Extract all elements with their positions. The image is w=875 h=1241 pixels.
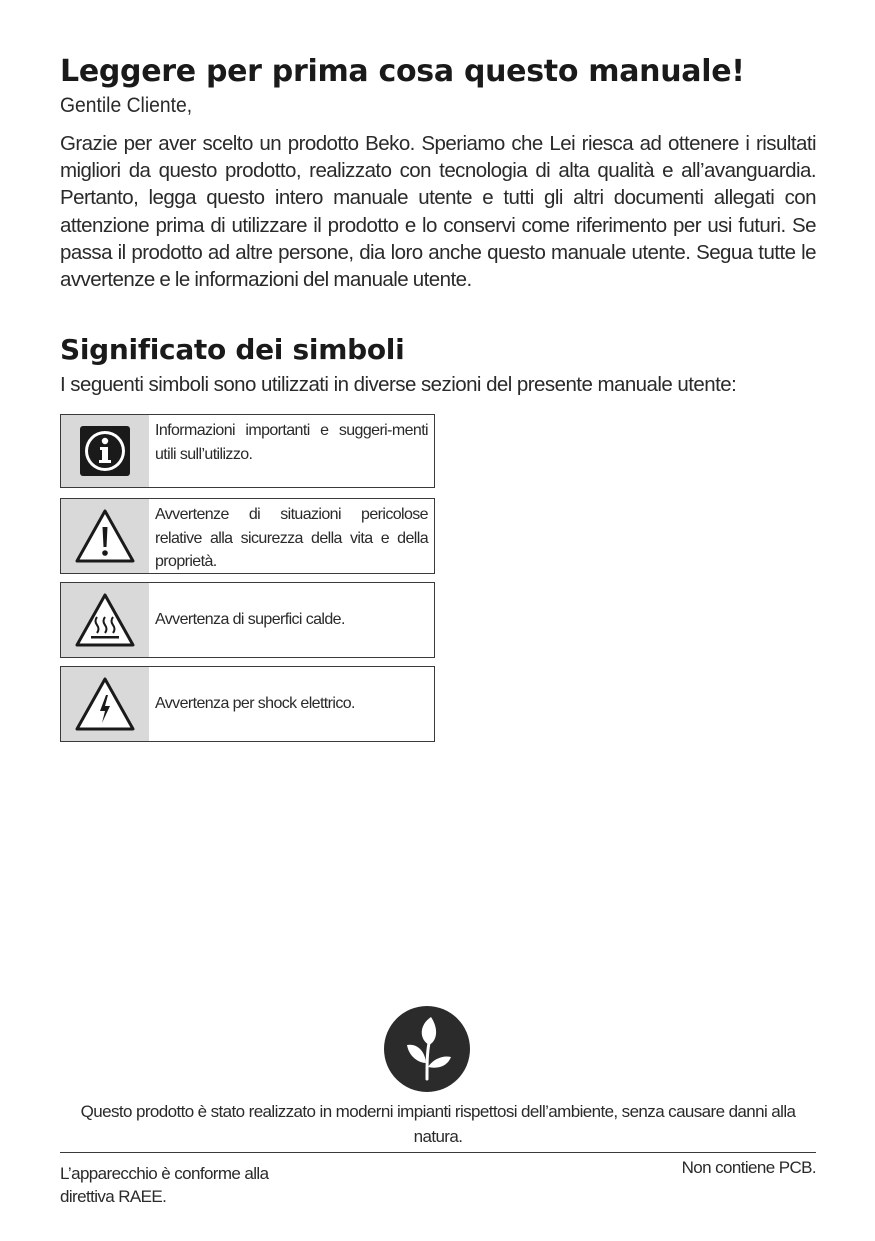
pcb-statement: Non contiene PCB.	[681, 1158, 816, 1177]
symbols-section-title: Significato dei simboli	[60, 333, 405, 366]
eco-statement: Questo prodotto è stato realizzato in moderni impianti rispettosi dell’ambiente, senza causare danni alla natura.	[80, 1102, 796, 1146]
symbol-row-info	[60, 414, 435, 488]
electric-shock-icon	[73, 675, 137, 733]
symbol-description: Avvertenze di situazioni pericolose relative alla sicurezza della vita e della proprietà.	[155, 506, 428, 570]
raee-compliance: L’apparecchio è conforme alla direttiva RAEE.	[60, 1164, 269, 1206]
greeting: Gentile Cliente,	[60, 94, 193, 117]
page-title: Leggere per prima cosa questo manuale!	[60, 54, 745, 89]
hot-surface-icon	[73, 591, 137, 649]
symbols-section-intro: I seguenti simboli sono utilizzati in diverse sezioni del presente manuale utente:	[60, 373, 737, 396]
symbol-icon-cell	[61, 667, 149, 741]
symbol-row-hot-surface	[60, 582, 435, 658]
leaf-icon	[383, 1005, 471, 1093]
symbol-icon-cell	[61, 415, 149, 487]
symbol-icon-cell	[61, 583, 149, 657]
symbol-description: Avvertenza per shock elettrico.	[155, 695, 355, 713]
symbol-row-electric-shock	[60, 666, 435, 742]
warning-icon	[73, 507, 137, 565]
symbol-description: Avvertenza di superfici calde.	[155, 611, 345, 629]
footer-divider	[60, 1152, 816, 1153]
info-icon	[78, 424, 132, 478]
intro-paragraph: Grazie per aver scelto un prodotto Beko. Speriamo che Lei riesca ad ottenere i risultati migliori da questo prodotto, realizzato con tecnologia di alta qualità e all’avanguardia. Pertanto, legga questo intero manuale utente e tutti gli altri documenti allegati con attenzione prima di utilizzare il prodotto e lo conservi come riferimento per usi futuri. Se passa il prodotto ad altre persone, dia loro anche questo manuale utente. Segua tutte le avvertenze e le informazioni del manuale utente.	[60, 132, 816, 292]
symbol-icon-cell	[61, 499, 149, 573]
symbol-row-warning	[60, 498, 435, 574]
symbol-description: Informazioni importanti e suggeri-menti utili sull’utilizzo.	[155, 422, 428, 463]
